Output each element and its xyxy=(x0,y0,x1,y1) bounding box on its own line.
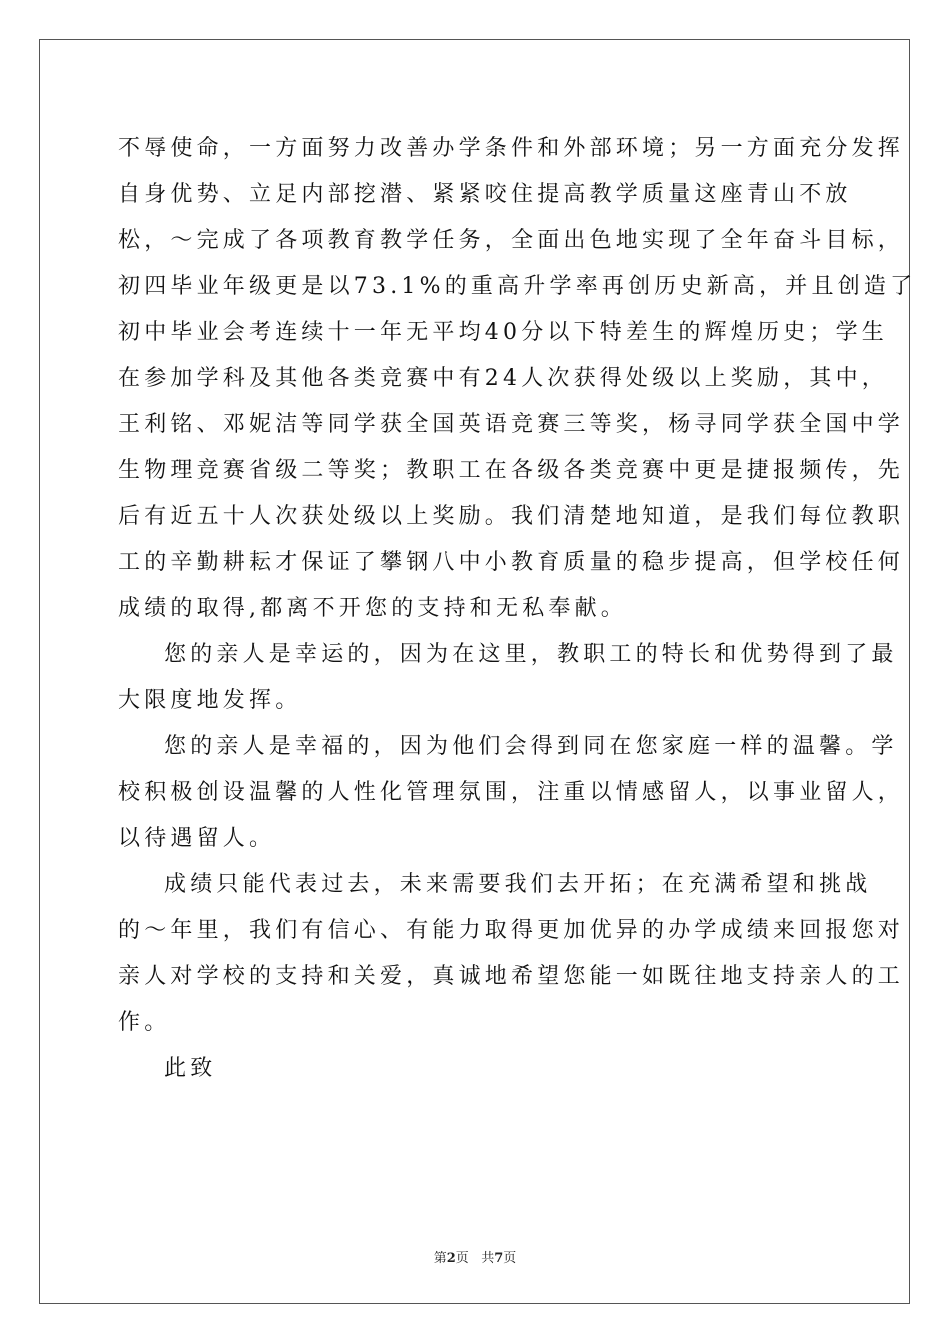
text-line: 大限度地发挥。 xyxy=(118,688,302,713)
footer-page-suffix: 页 xyxy=(455,1251,469,1266)
text-line: 生物理竞赛省级二等奖；教职工在各级各类竞赛中更是捷报频传，先 xyxy=(118,458,905,483)
text-line: 不辱使命，一方面努力改善办学条件和外部环境；另一方面充分发挥 xyxy=(118,136,905,161)
closing-salutation: 此致 xyxy=(164,1056,217,1081)
page-footer xyxy=(0,1247,950,1266)
text-line: 的～年里，我们有信心、有能力取得更加优异的办学成绩来回报您对 xyxy=(118,918,905,943)
text-line: 亲人对学校的支持和关爱，真诚地希望您能一如既往地支持亲人的工 xyxy=(118,964,905,989)
text-line: 作。 xyxy=(118,1010,171,1035)
text-line: 松，～完成了各项教育教学任务，全面出色地实现了全年奋斗目标， xyxy=(118,228,905,253)
text-line: 工的辛勤耕耘才保证了攀钢八中小教育质量的稳步提高，但学校任何 xyxy=(118,550,905,575)
paragraph-first-line: 成绩只能代表过去，未来需要我们去开拓；在充满希望和挑战 xyxy=(164,872,872,897)
text-line: 成绩的取得,都离不开您的支持和无私奉献。 xyxy=(118,596,627,621)
paragraph-first-line: 您的亲人是幸运的，因为在这里，教职工的特长和优势得到了最 xyxy=(164,642,898,667)
text-line: 在参加学科及其他各类竞赛中有24人次获得处级以上奖励，其中， xyxy=(118,366,888,391)
text-line: 校积极创设温馨的人性化管理氛围，注重以情感留人，以事业留人， xyxy=(118,780,905,805)
text-line: 以待遇留人。 xyxy=(118,826,276,851)
text-line: 后有近五十人次获处级以上奖励。我们清楚地知道，是我们每位教职 xyxy=(118,504,905,529)
text-line: 王利铭、邓妮洁等同学获全国英语竞赛三等奖，杨寻同学获全国中学 xyxy=(118,412,905,437)
footer-total-prefix: 共 xyxy=(481,1251,495,1266)
text-line: 自身优势、立足内部挖潜、紧紧咬住提高教学质量这座青山不放 xyxy=(118,182,852,207)
footer-page-number: 2 xyxy=(446,1251,456,1266)
text-line: 初中毕业会考连续十一年无平均40分以下特差生的辉煌历史；学生 xyxy=(118,320,888,345)
paragraph-first-line: 您的亲人是幸福的，因为他们会得到同在您家庭一样的温馨。学 xyxy=(164,734,898,759)
footer-total-pages: 7 xyxy=(494,1251,504,1266)
footer-prefix: 第 xyxy=(433,1251,447,1266)
footer-total-suffix: 页 xyxy=(503,1251,517,1266)
text-line: 初四毕业年级更是以73.1%的重高升学率再创历史新高，并且创造了 xyxy=(118,274,917,299)
letter-body xyxy=(118,126,917,1092)
